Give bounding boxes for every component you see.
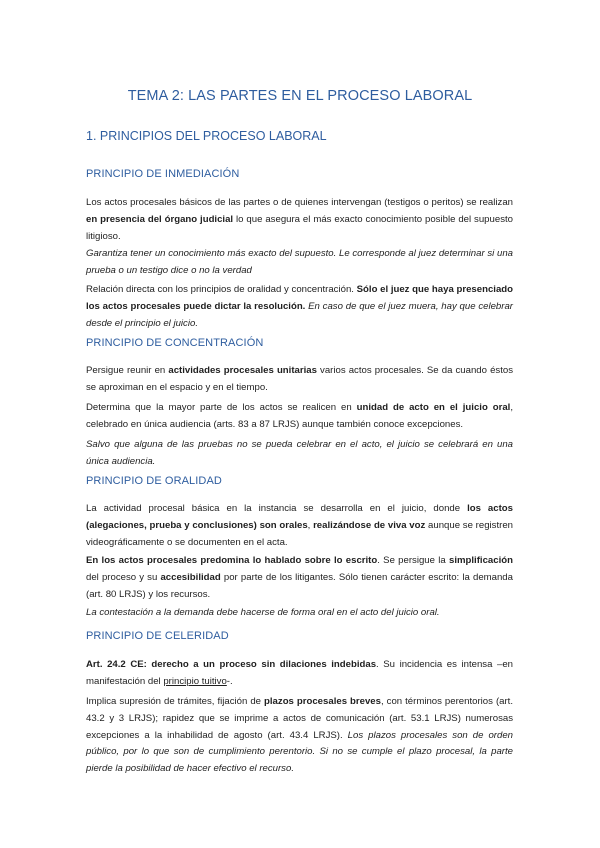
concentracion-paragraph-1: Persigue reunir en actividades procesales unitarias varios actos procesales. Se da cuando éstos se aproximan en el espacio y en el tiempo. [86,365,513,393]
inmediacion-paragraph-3: Relación directa con los principios de oralidad y concentración. Sólo el juez que haya presenciado los actos procesales puede dictar la resolución. En caso de que el juez muera, hay que celebrar desde el principio el juicio. [86,284,513,329]
inmediacion-heading: PRINCIPIO DE INMEDIACIÓN [86,168,240,180]
inmediacion-paragraph-2: Garantiza tener un conocimiento más exacto del supuesto. Le corresponde al juez determinar si una prueba o un testigo dice o no la verdad [86,248,513,276]
oralidad-paragraph-1: La actividad procesal básica en la instancia se desarrolla en el juicio, donde los actos (alegaciones, prueba y conclusiones) son orales, realizándose de viva voz aunque se registren videográficamente o se documenten en el acta. [86,503,513,548]
celeridad-heading: PRINCIPIO DE CELERIDAD [86,630,229,642]
concentracion-heading: PRINCIPIO DE CONCENTRACIÓN [86,337,264,349]
document-title: TEMA 2: LAS PARTES EN EL PROCESO LABORAL [127,88,473,104]
oralidad-paragraph-3: La contestación a la demanda debe hacerse de forma oral en el acto del juicio oral. [86,607,440,618]
concentracion-paragraph-3: Salvo que alguna de las pruebas no se pueda celebrar en el acto, el juicio se celebrará en una única audiencia. [86,439,513,467]
oralidad-paragraph-2: En los actos procesales predomina lo hablado sobre lo escrito. Se persigue la simplificación del proceso y su accesibilidad por parte de los litigantes. Sólo tienen carácter escrito: la demanda (art. 80 LRJS) y los recursos. [86,555,513,600]
section-heading: 1. PRINCIPIOS DEL PROCESO LABORAL [86,129,327,143]
celeridad-paragraph-1: Art. 24.2 CE: derecho a un proceso sin dilaciones indebidas. Su incidencia es intensa –en manifestación del principio tuitivo-. [86,659,514,687]
celeridad-paragraph-2: Implica supresión de trámites, fijación de plazos procesales breves, con términos perentorios (art. 43.2 y 3 LRJS); rapidez que se imprime a actos de comunicación (art. 53.1 LRJS) numerosas excepciones a la inhabilidad de agosto (art. 43.4 LRJS). Los plazos procesales son de orden público, por lo que son de cumplimiento perentorio. Si no se cumple el plazo procesal, la parte pierde la posibilidad de hacer efectivo el recurso. [86,696,513,775]
oralidad-heading: PRINCIPIO DE ORALIDAD [86,475,222,487]
inmediacion-paragraph-1: Los actos procesales básicos de las partes o de quienes intervengan (testigos o peritos) se realizan en presencia del órgano judicial lo que asegura el más exacto conocimiento posible del supuesto litigioso. [86,197,513,242]
concentracion-paragraph-2: Determina que la mayor parte de los actos se realicen en unidad de acto en el juicio oral, celebrado en única audiencia (arts. 83 a 87 LRJS) aunque también conoce excepciones. [86,402,513,430]
